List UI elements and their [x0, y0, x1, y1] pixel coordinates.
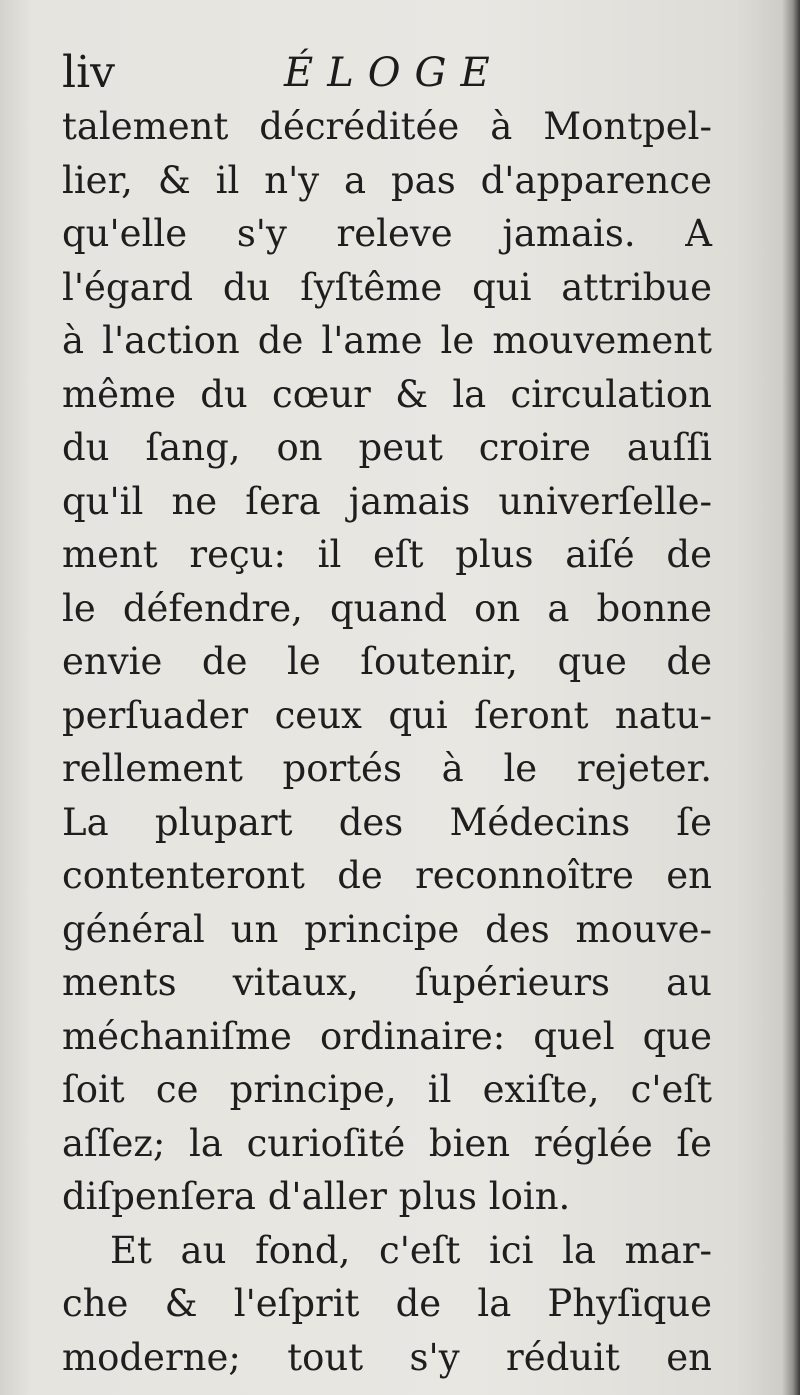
- text-line: La plupart des Médecins ſe: [62, 800, 712, 844]
- text-line: ment reçu: il eſt plus aiſé de: [62, 533, 712, 576]
- text-line: ments vitaux, ſupérieurs au: [62, 961, 712, 1004]
- text-line: envie de le ſoutenir, que de: [62, 640, 712, 683]
- text-line: moderne; tout s'y réduit en: [62, 1335, 712, 1379]
- text-line: aſſez; la curioſité bien réglée ſe: [62, 1121, 712, 1165]
- running-head: ÉLOGE: [284, 50, 504, 96]
- text-line: perſuader ceux qui ſeront natu-: [62, 693, 712, 737]
- page-gutter-shadow: [782, 0, 800, 1395]
- text-line: contenteront de reconnoître en: [62, 854, 712, 897]
- text-line: général un principe des mouve-: [62, 907, 712, 951]
- text-line: ſoit ce principe, il exiſte, c'eſt: [62, 1068, 712, 1111]
- text-line: à l'action de l'ame le mouvement: [62, 319, 712, 362]
- text-line: talement décréditée à Montpel-: [62, 105, 712, 148]
- text-line: du ſang, on peut croire auſſi: [62, 426, 712, 469]
- text-line: l'égard du ſyſtême qui attribue: [62, 265, 712, 309]
- text-line: le défendre, quand on a bonne: [62, 586, 712, 630]
- text-line: qu'il ne ſera jamais univerſelle-: [62, 479, 712, 523]
- page-header: [62, 48, 662, 98]
- paragraph-end-line: diſpenſera d'aller plus loin.: [62, 1175, 571, 1218]
- text-line: qu'elle s'y releve jamais. A: [62, 212, 712, 255]
- text-line: méchaniſme ordinaire: quel que: [62, 1014, 712, 1058]
- text-line: che & l'eſprit de la Phyſique: [62, 1282, 712, 1325]
- text-line: rellement portés à le rejeter.: [62, 747, 712, 790]
- paragraph-start-line: Et au fond, c'eſt ici la mar-: [110, 1228, 712, 1272]
- text-line: lier, & il n'y a pas d'apparence: [62, 158, 712, 202]
- body-text: [62, 100, 712, 1384]
- text-line: même du cœur & la circulation: [62, 372, 712, 416]
- page-number: liv: [62, 47, 116, 98]
